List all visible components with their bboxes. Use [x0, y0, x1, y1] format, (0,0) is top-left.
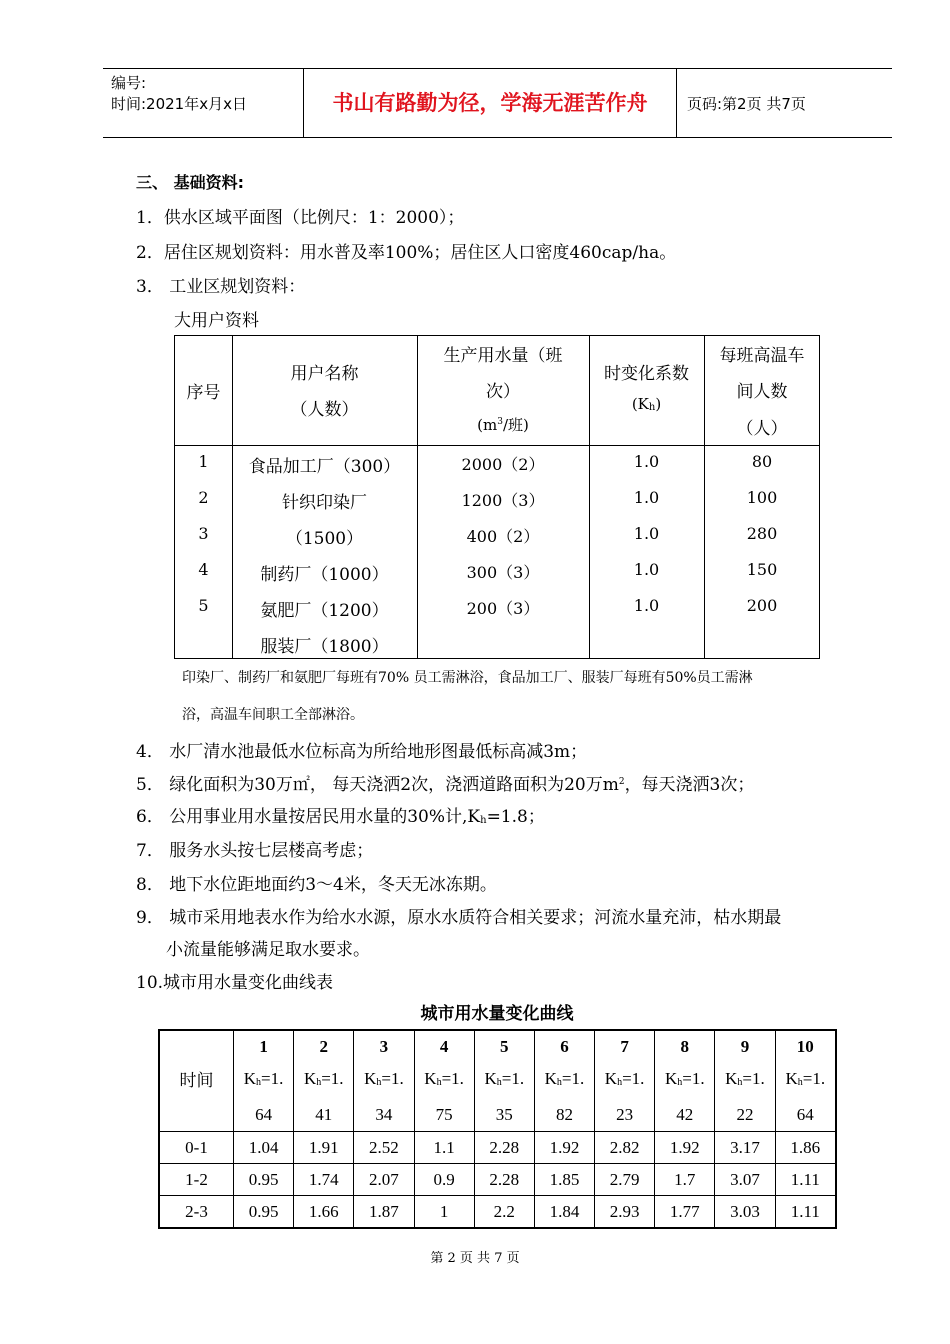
time-cell: 0-1 — [159, 1132, 234, 1164]
item-3: 3． 工业区规划资料： — [136, 277, 306, 297]
value-cell: 0.9 — [414, 1164, 474, 1196]
value-cell: 0.95 — [234, 1164, 294, 1196]
value-cell: 1 — [414, 1196, 474, 1229]
header-production-unit: ($m^3/$班) — [477, 416, 529, 434]
value-cell: 1.1 — [414, 1132, 474, 1164]
value-cell: 2.28 — [474, 1132, 534, 1164]
table-rule — [175, 445, 819, 446]
value-cell: 1.7 — [655, 1164, 715, 1196]
header-page-number: 页码:第2页 共7页 — [687, 95, 806, 113]
table-note-line-1: 印染厂、制药厂和氨肥厂每班有70% 员工需淋浴，食品加工厂、服装厂每班有50%员工需淋 — [182, 670, 753, 686]
time-label: 时间:2021年x月x日 — [111, 95, 247, 113]
table-note-line-2: 浴，高温车间职工全部淋浴。 — [182, 707, 364, 723]
value-cell: 0.95 — [234, 1196, 294, 1229]
section-title: 三、 基础资料: — [136, 173, 244, 192]
k-column-header: 1 $K_h=1$. 64 — [234, 1030, 294, 1132]
k-column-header: 10 $K_h=1$. 64 — [775, 1030, 836, 1132]
time-cell: 1-2 — [159, 1164, 234, 1196]
table-row — [159, 1164, 836, 1196]
value-cell: 3.17 — [715, 1132, 775, 1164]
time-header: 时间 — [159, 1030, 234, 1132]
item-10: 10.城市用水量变化曲线表 — [136, 973, 334, 993]
code-label: 编号: — [111, 74, 147, 92]
item-1: 1．供水区域平面图（比例尺：1：2000）； — [136, 208, 465, 228]
header-variation-symbol: $(K_h)$ — [631, 395, 662, 413]
item-6: 6． 公用事业用水量按居民用水量的30%计$,K_h=1.8$； — [136, 807, 545, 827]
hot-workers-cell: 280 — [746, 524, 778, 543]
header-divider — [676, 69, 677, 137]
variation-cell: 1.0 — [633, 488, 660, 507]
value-cell: 2.79 — [595, 1164, 655, 1196]
seq-cell: 1 — [198, 452, 209, 471]
header-name-sub: （人数） — [290, 400, 359, 420]
production-cell: 1200（3） — [461, 491, 545, 510]
value-cell: 3.03 — [715, 1196, 775, 1229]
value-cell: 1.77 — [655, 1196, 715, 1229]
name-cell: 食品加工厂（300） — [248, 457, 401, 477]
hot-workers-cell: 200 — [746, 596, 778, 615]
value-cell: 3.07 — [715, 1164, 775, 1196]
name-cell: 氨肥厂（1200） — [260, 601, 389, 621]
value-cell: 2.82 — [595, 1132, 655, 1164]
name-cell: 制药厂（1000） — [260, 565, 389, 585]
value-cell: 1.04 — [234, 1132, 294, 1164]
k-column-header: 2 $K_h=1$. 41 — [294, 1030, 354, 1132]
variation-cell: 1.0 — [633, 524, 660, 543]
variation-cell: 1.0 — [633, 560, 660, 579]
hot-workers-cell: 80 — [751, 452, 773, 471]
value-cell: 1.11 — [775, 1164, 836, 1196]
item-3-subtitle: 大用户资料 — [174, 311, 259, 331]
value-cell: 2.93 — [595, 1196, 655, 1229]
production-cell: 400（2） — [466, 527, 540, 546]
page-header — [103, 68, 892, 138]
value-cell: 1.91 — [294, 1132, 354, 1164]
header-production-l2: 次） — [486, 382, 520, 402]
item-2: 2．居住区规划资料：用水普及率100%；居住区人口密度460cap/ha。 — [136, 243, 677, 263]
name-cell: （1500） — [285, 529, 364, 549]
header-variation: 时变化系数 — [604, 364, 689, 384]
large-users-table — [174, 335, 820, 659]
table-header-row — [159, 1030, 836, 1132]
k-column-header: 5 $K_h=1$. 35 — [474, 1030, 534, 1132]
value-cell: 1.92 — [655, 1132, 715, 1164]
value-cell: 2.2 — [474, 1196, 534, 1229]
header-hot-workers-unit: （人） — [736, 419, 788, 439]
seq-cell: 5 — [198, 596, 209, 615]
item-7: 7． 服务水头按七层楼高考虑； — [136, 841, 374, 861]
seq-cell: 3 — [198, 524, 209, 543]
water-variation-table — [158, 1029, 837, 1229]
table-row — [159, 1132, 836, 1164]
hot-workers-cell: 150 — [746, 560, 778, 579]
seq-cell: 4 — [198, 560, 209, 579]
header-production: 生产用水量（班 — [443, 346, 563, 366]
value-cell: 1.11 — [775, 1196, 836, 1229]
header-hot-workers: 每班高温车 — [719, 346, 805, 366]
k-column-header: 6 $K_h=1$. 82 — [534, 1030, 594, 1132]
value-cell: 1.84 — [534, 1196, 594, 1229]
time-cell: 2-3 — [159, 1196, 234, 1229]
item-5: 5． 绿化面积为30万㎡， 每天浇洒2次，浇洒道路面积为20万$m^2$，每天浇洒3次； — [136, 775, 755, 795]
header-meta — [103, 69, 303, 137]
curve-table-title: 城市用水量变化曲线 — [420, 1004, 574, 1024]
k-column-header: 8 $K_h=1$. 42 — [655, 1030, 715, 1132]
header-seq: 序号 — [186, 383, 221, 403]
item-8: 8． 地下水位距地面约3～4米，冬天无冰冻期。 — [136, 875, 497, 895]
k-column-header: 3 $K_h=1$. 34 — [354, 1030, 414, 1132]
k-column-header: 9 $K_h=1$. 22 — [715, 1030, 775, 1132]
header-motto: 书山有路勤为径，学海无涯苦作舟 — [332, 91, 648, 115]
k-column-header: 4 $K_h=1$. 75 — [414, 1030, 474, 1132]
item-4: 4． 水厂清水池最低水位标高为所给地形图最低标高减3m； — [136, 742, 588, 762]
variation-cell: 1.0 — [633, 596, 660, 615]
k-column-header: 7 $K_h=1$. 23 — [595, 1030, 655, 1132]
value-cell: 1.66 — [294, 1196, 354, 1229]
hot-workers-cell: 100 — [746, 488, 778, 507]
item-9-line-2: 小流量能够满足取水要求。 — [166, 940, 370, 960]
item-9-line-1: 9． 城市采用地表水作为给水水源，原水水质符合相关要求；河流水量充沛，枯水期最 — [136, 908, 782, 928]
header-name: 用户名称 — [290, 364, 359, 384]
table-row — [159, 1196, 836, 1229]
value-cell: 1.74 — [294, 1164, 354, 1196]
production-cell: 200（3） — [466, 599, 540, 618]
value-cell: 2.52 — [354, 1132, 414, 1164]
value-cell: 2.07 — [354, 1164, 414, 1196]
name-cell: 服装厂（1800） — [260, 637, 389, 657]
variation-cell: 1.0 — [633, 452, 660, 471]
name-cell: 针织印染厂 — [282, 493, 367, 513]
value-cell: 1.92 — [534, 1132, 594, 1164]
value-cell: 1.85 — [534, 1164, 594, 1196]
value-cell: 2.28 — [474, 1164, 534, 1196]
value-cell: 1.87 — [354, 1196, 414, 1229]
seq-cell: 2 — [198, 488, 209, 507]
production-cell: 2000（2） — [461, 455, 545, 474]
production-cell: 300（3） — [466, 563, 540, 582]
value-cell: 1.86 — [775, 1132, 836, 1164]
header-hot-workers-l2: 间人数 — [736, 382, 788, 402]
page-footer: 第 2 页 共 7 页 — [430, 1251, 520, 1266]
